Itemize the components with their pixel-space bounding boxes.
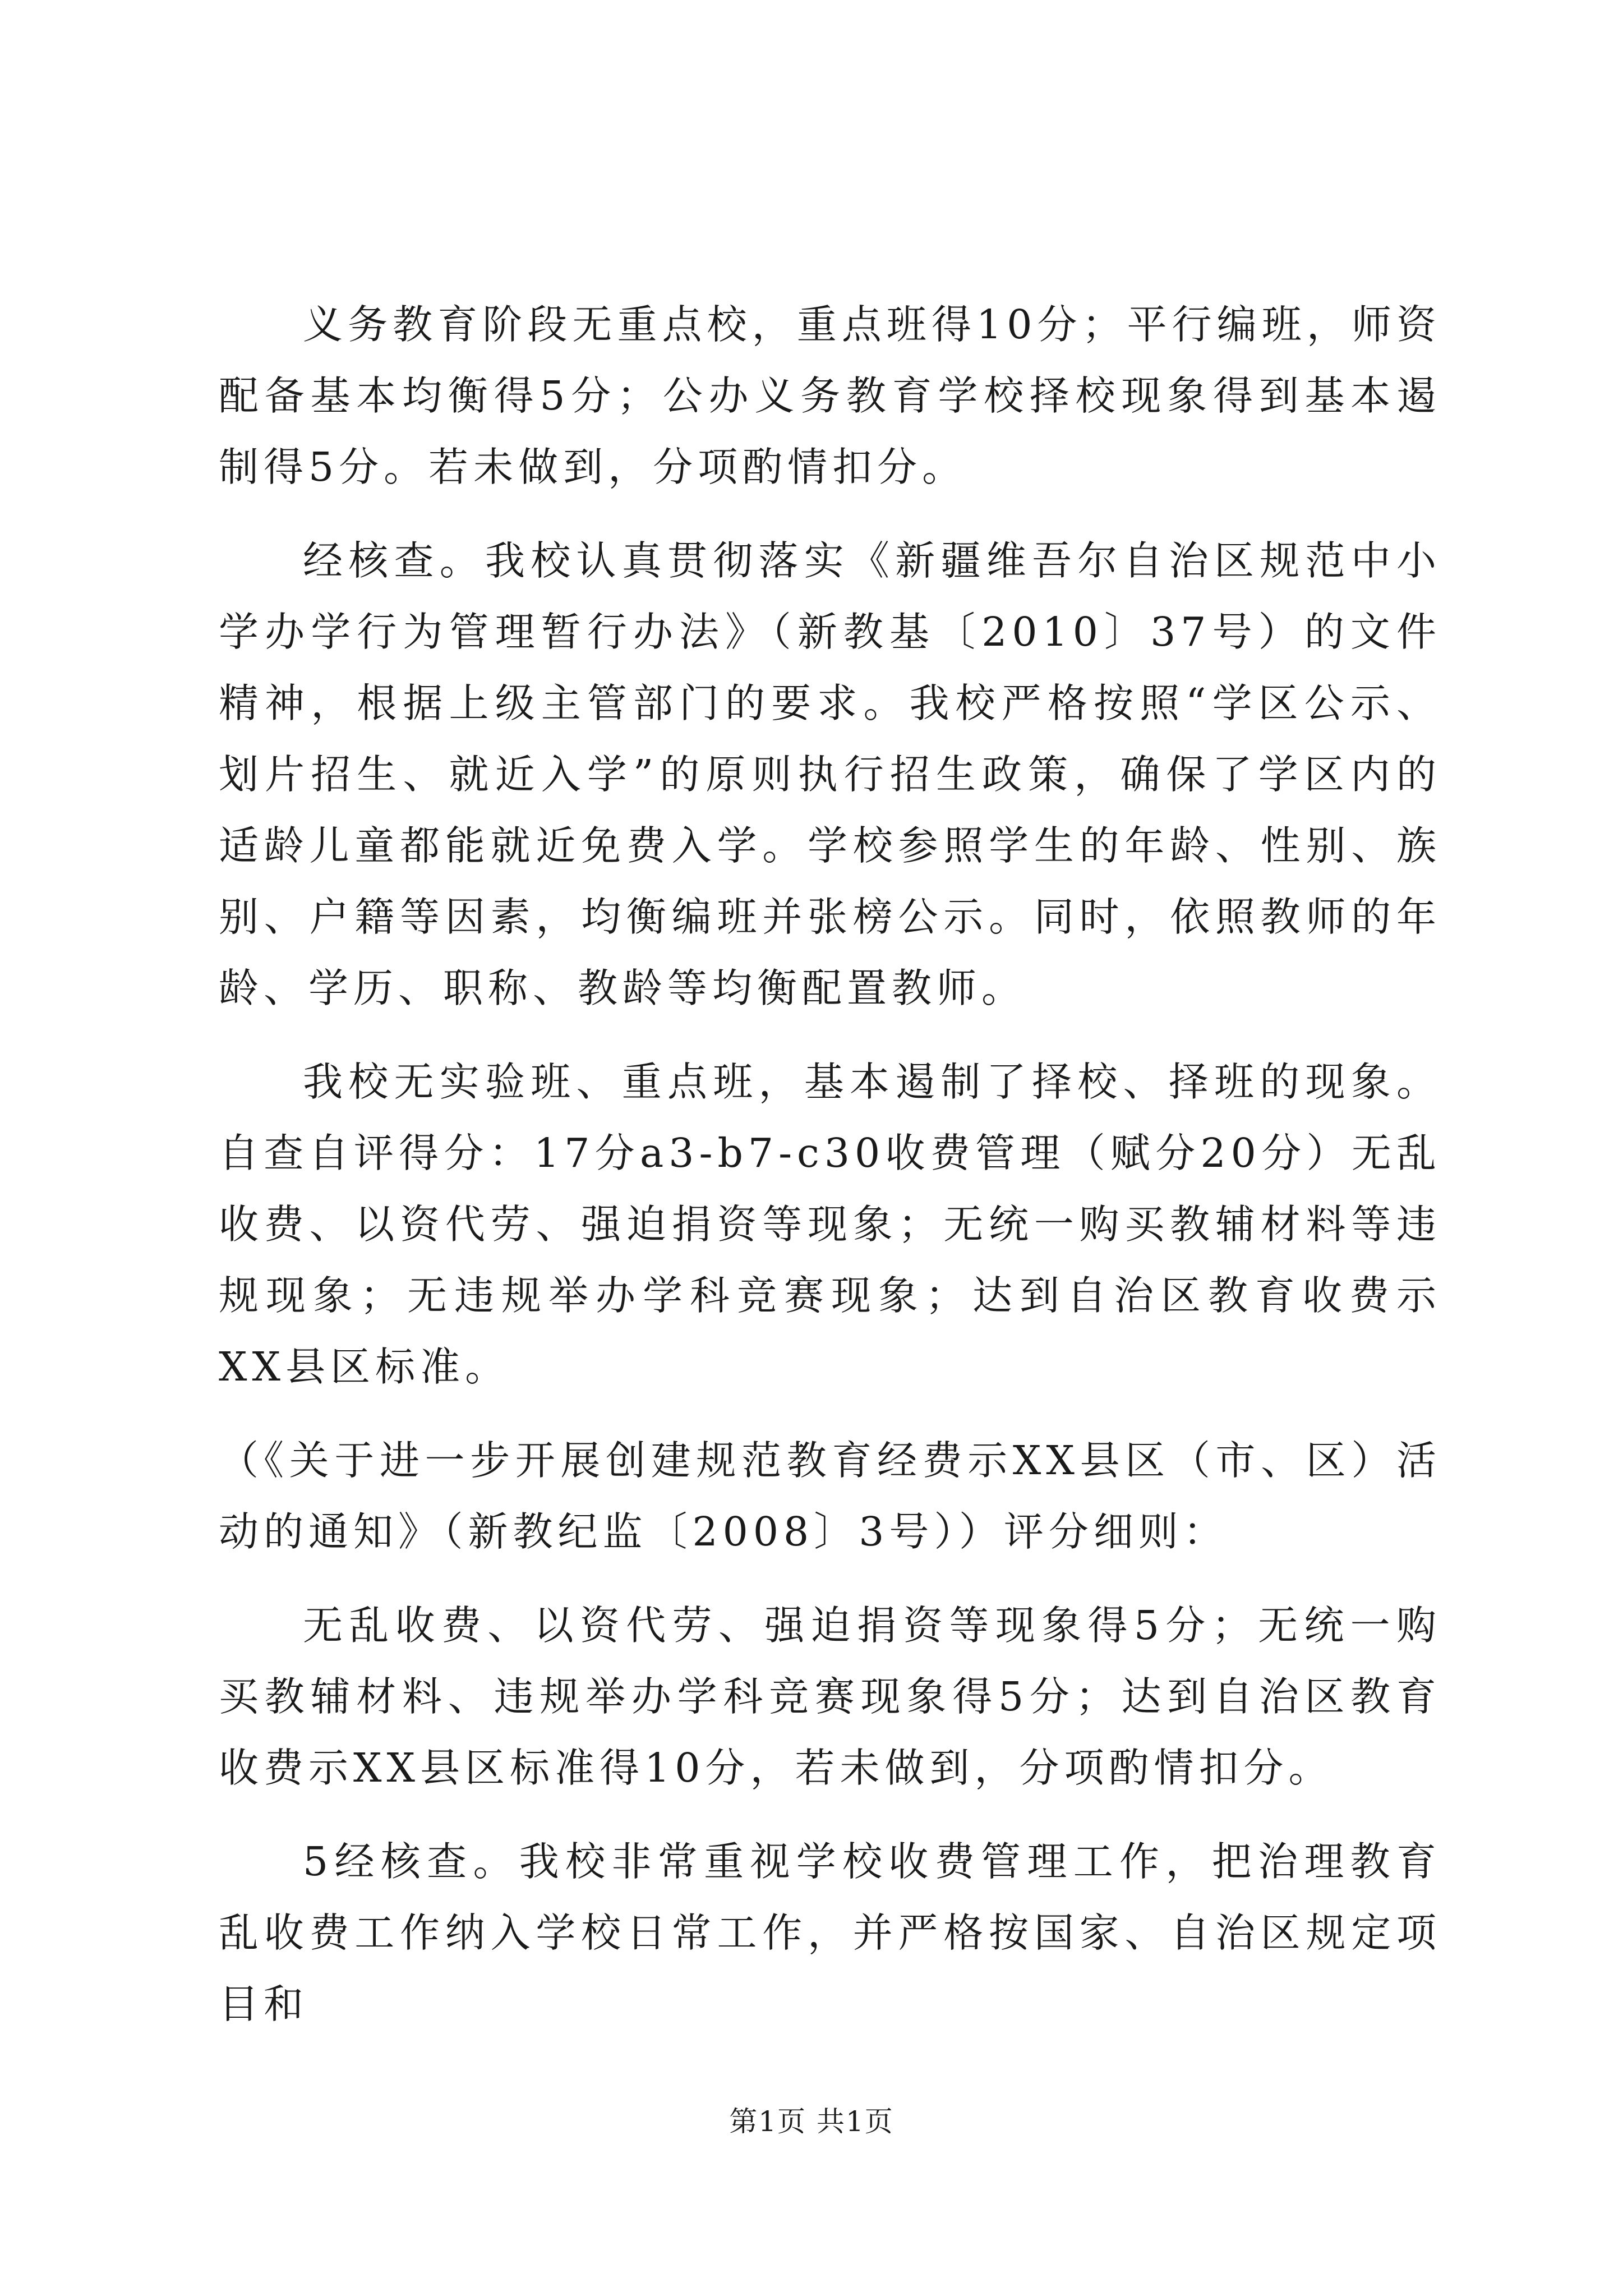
paragraph-3: 我校无实验班、重点班，基本遏制了择校、择班的现象。自查自评得分：17分a3-b7-c30收费管理（赋分20分）无乱收费、以资代劳、强迫捐资等现象；无统一购买教辅材料等违规现象；无违规举办学科竞赛现象；达到自治区教育收费示XX县区标准。	[219, 1059, 1441, 1390]
paragraph-6: 5经核查。我校非常重视学校收费管理工作，把治理教育乱收费工作纳入学校日常工作，并严格按国家、自治区规定项目和	[219, 1838, 1441, 2027]
paragraph-2: 经核查。我校认真贯彻落实《新疆维吾尔自治区规范中小学办学行为管理暂行办法》（新教基〔2010〕37号）的文件精神，根据上级主管部门的要求。我校严格按照“学区公示、划片招生、就近入学”的原则执行招生政策，确保了学区内的适龄儿童都能就近免费入学。学校参照学生的年龄、性别、族别、户籍等因素，均衡编班并张榜公示。同时，依照教师的年龄、学历、职称、教龄等均衡配置教师。	[219, 537, 1441, 1011]
paragraph-1: 义务教育阶段无重点校，重点班得10分；平行编班，师资配备基本均衡得5分；公办义务教育学校择校现象得到基本遏制得5分。若未做到，分项酌情扣分。	[219, 301, 1441, 490]
paragraph-5: 无乱收费、以资代劳、强迫捐资等现象得5分；无统一购买教辅材料、违规举办学科竞赛现象得5分；达到自治区教育收费示XX县区标准得10分，若未做到，分项酌情扣分。	[219, 1602, 1441, 1791]
document-body	[219, 289, 1441, 2062]
paragraph-4: （《关于进一步开展创建规范教育经费示XX县区（市、区）活动的通知》（新教纪监〔2008〕3号））评分细则：	[219, 1437, 1441, 1555]
page-footer: 第1页 共1页	[729, 2105, 894, 2138]
